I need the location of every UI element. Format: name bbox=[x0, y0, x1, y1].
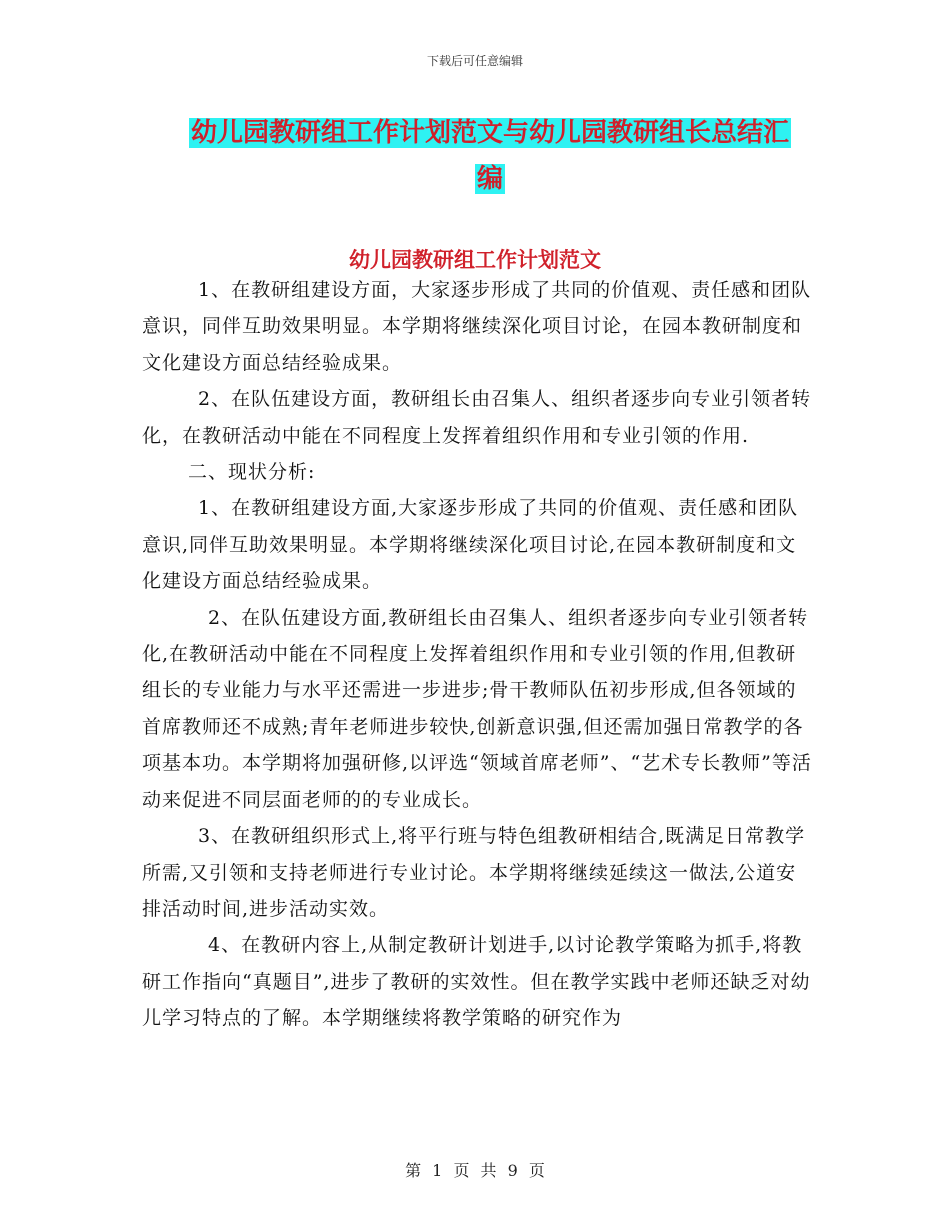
section-title: 幼儿园教研组工作计划范文 bbox=[349, 247, 601, 272]
paragraph: 2、在队伍建设方面，教研组长由召集人、组织者逐步向专业引领者转化，在教研活动中能在不同程度上发挥着组织作用和专业引领的作用. bbox=[142, 388, 812, 447]
page-footer: 第 1 页 共 9 页 bbox=[405, 1161, 545, 1180]
paragraph: 1、在教研组建设方面,大家逐步形成了共同的价值观、责任感和团队意识,同伴互助效果明显。本学期将继续深化项目讨论,在园本教研制度和文化建设方面总结经验成果。 bbox=[142, 497, 799, 593]
document-title bbox=[180, 110, 800, 202]
title-line-1: 幼儿园教研组工作计划范文与幼儿园教研组长总结汇 bbox=[190, 118, 789, 148]
paragraph: 2、在队伍建设方面,教研组长由召集人、组织者逐步向专业引领者转化,在教研活动中能在不同程度上发挥着组织作用和专业引领的作用,但教研组长的专业能力与水平还需进一步进步;骨干教师队伍初步形成,但各领域的首席教师还不成熟;青年老师进步较快,创新意识强,但还需加强日常教学的各项基本功。本学期将加强研修,以评选“领域首席老师”、“艺术专长教师”等活动来促进不同层面老师的的专业成长。 bbox=[142, 606, 812, 811]
paragraph: 4、在教研内容上,从制定教研计划进手,以讨论教学策略为抓手,将教研工作指向“真题目”,进步了教研的实效性。但在教学实践中老师还缺乏对幼儿学习特点的了解。本学期继续将教学策略的研究作为 bbox=[142, 934, 811, 1030]
title-line-2: 编 bbox=[476, 164, 503, 194]
paragraph: 二、现状分析: bbox=[188, 461, 316, 484]
paragraph: 3、在教研组织形式上,将平行班与特色组教研相结合,既满足日常教学所需,又引领和支持老师进行专业讨论。本学期将继续延续这一做法,公道安排活动时间,进步活动实效。 bbox=[142, 825, 806, 920]
paragraph: 1、在教研组建设方面，大家逐步形成了共同的价值观、责任感和团队意识，同伴互助效果明显。本学期将继续深化项目讨论，在园本教研制度和文化建设方面总结经验成果。 bbox=[142, 279, 812, 374]
header-note: 下载后可任意编辑 bbox=[426, 54, 523, 68]
body-text bbox=[142, 272, 812, 1037]
